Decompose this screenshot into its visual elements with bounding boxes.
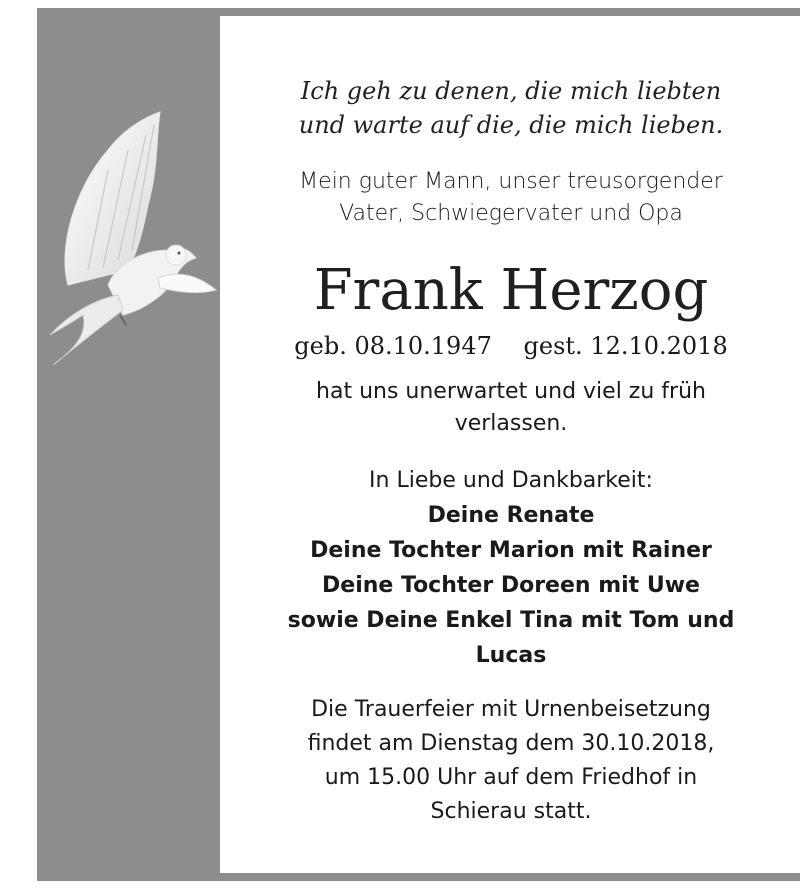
family-member: Deine Tochter Marion mit Rainer bbox=[310, 538, 712, 563]
intro-line: Vater, Schwiegervater und Opa bbox=[339, 201, 683, 226]
family-member: Deine Tochter Doreen mit Uwe bbox=[322, 573, 700, 598]
service-line: um 15.00 Uhr auf dem Friedhof in bbox=[324, 765, 698, 790]
death-date: gest. 12.10.2018 bbox=[523, 332, 728, 360]
deceased-name: Frank Herzog bbox=[313, 258, 709, 323]
quote-line: Ich geh zu denen, die mich liebten bbox=[300, 77, 722, 105]
family-signatures bbox=[222, 463, 800, 673]
dove-icon bbox=[48, 110, 218, 370]
notice-content bbox=[222, 8, 800, 881]
service-line: Schierau statt. bbox=[430, 799, 592, 824]
message-line: hat uns unerwartet und viel zu früh bbox=[316, 379, 706, 404]
family-member: sowie Deine Enkel Tina mit Tom und bbox=[287, 608, 735, 633]
family-heading: In Liebe und Dankbarkeit: bbox=[369, 468, 653, 493]
family-member: Lucas bbox=[475, 643, 547, 668]
quote-line: und warte auf die, die mich lieben. bbox=[298, 111, 724, 139]
memorial-quote bbox=[222, 74, 800, 142]
message-line: verlassen. bbox=[454, 411, 568, 436]
service-line: findet am Dienstag dem 30.10.2018, bbox=[307, 731, 715, 756]
life-dates bbox=[222, 330, 800, 362]
birth-date: geb. 08.10.1947 bbox=[294, 332, 492, 360]
service-line: Die Trauerfeier mit Urnenbeisetzung bbox=[311, 697, 711, 722]
intro-text bbox=[222, 166, 800, 230]
intro-line: Mein guter Mann, unser treusorgender bbox=[299, 169, 723, 194]
passing-message bbox=[222, 376, 800, 440]
family-member: Deine Renate bbox=[427, 503, 595, 528]
funeral-service-info bbox=[222, 693, 800, 829]
